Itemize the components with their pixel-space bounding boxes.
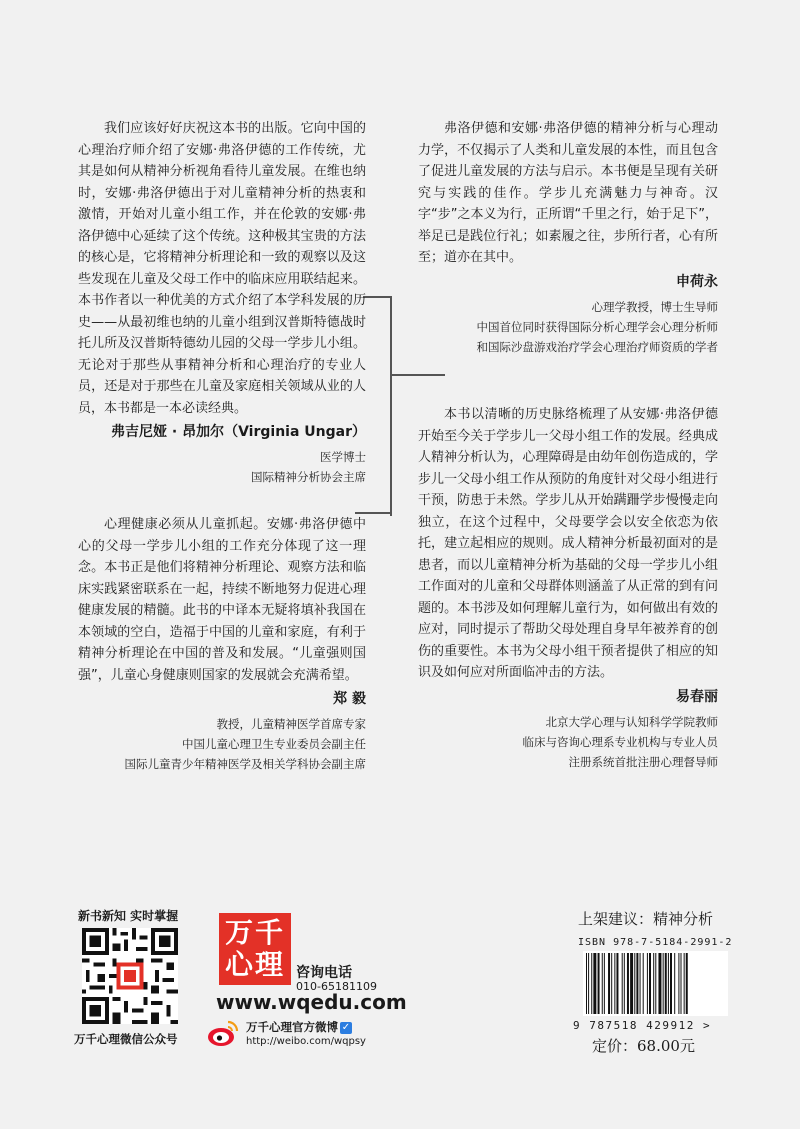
wanqian-logo — [219, 913, 291, 985]
weibo-name — [246, 1019, 352, 1035]
verified-icon: ✓ — [341, 1021, 351, 1033]
credential-line: 国际精神分析协会主席 — [251, 470, 366, 484]
credential-line: 北京大学心理与认知科学学院教师 — [545, 714, 718, 729]
endorsement-text: 我们应该好好庆祝这本书的出版。它向中国的心理治疗师介绍了安娜·弗洛伊德的工作传统，尤其是如何从精神分析视角看待儿童发展。在维也纳时，安娜·弗洛伊德出于对儿童精神分析的热衷和激情，开始对儿童小组工作，并在伦敦的安娜·弗洛伊德中心延续了这个传统。这种极其宝贵的方法的核心是，它将精神分析理论和一致的观察以及这些发现在儿童及父母工作中的临床应用联结起来。本书作者以一种优美的方式介绍了本学科发展的历史——从最初维也纳的儿童小组到汉普斯特德战时托儿所及汉普斯特德幼儿园的父母一学步儿小组。无论对于那些从事精神分析和心理治疗的专业人员，还是对于那些在儿童及家庭相关领域从业的人员，本书都是一本必读经典。 — [78, 121, 366, 416]
logo-text-line2: 心理 — [224, 948, 285, 981]
connector-horizontal-line-upper — [363, 296, 392, 298]
endorsement-author: 易春丽 — [676, 688, 718, 705]
connector-horizontal-line — [390, 374, 445, 376]
credential-line: 医学博士 — [320, 450, 366, 464]
connector-vertical-line — [390, 296, 392, 516]
isbn-barcode — [583, 951, 728, 1016]
logo-text-line1: 万千 — [224, 916, 285, 949]
credential-line: 国际儿童青少年精神医学及相关学科协会副主席 — [124, 757, 366, 771]
qr-title: 新书新知 实时掌握 — [78, 909, 179, 923]
price: 定价：68.00元 — [592, 1037, 695, 1055]
weibo-name-text: 万千心理官方微博 — [246, 1020, 338, 1034]
credential-line: 心理学教授，博士生导师 — [591, 299, 718, 314]
credential-line: 和国际沙盘游戏治疗学会心理治疗师资质的学者 — [476, 339, 718, 354]
qr-caption: 万千心理微信公众号 — [74, 1032, 178, 1046]
credential-line: 注册系统首批注册心理督导师 — [568, 754, 718, 769]
weibo-link[interactable]: http://weibo.com/wqpsy — [246, 1036, 366, 1047]
endorsement-text: 本书以清晰的历史脉络梳理了从安娜·弗洛伊德开始至今关于学步儿一父母小组工作的发展。经典成人精神分析认为，心理障碍是由幼年创伤造成的，学步儿一父母小组工作从预防的角度针对父母小组进行干预，防患于未然。学步儿从开始蹒跚学步慢慢走向独立，在这个过程中，父母要学会以安全依恋为依托，建立起相应的规则。成人精神分析最初面对的是患者，而以儿童精神分析为基础的父母一学步儿小组工作面对的儿童和父母群体则涵盖了从正常的到有问题的。本书涉及如何理解儿童行为，如何做出有效的应对，同时提示了帮助父母处理自身早年被养育的创伤的重要性。本书为父母小组干预者提供了相应的知识及如何应对所面临冲击的方法。 — [418, 407, 718, 680]
wechat-qr-code[interactable] — [82, 928, 178, 1024]
phone-number: 010-65181109 — [296, 980, 377, 993]
endorsement-credentials — [78, 714, 366, 774]
endorsement-shen — [418, 118, 718, 357]
credential-line: 临床与咨询心理系专业机构与专业人员 — [522, 734, 718, 749]
credential-line: 教授，儿童精神医学首席专家 — [216, 717, 366, 731]
isbn-text: ISBN 978-7-5184-2991-2 — [578, 937, 733, 948]
credential-line: 中国首位同时获得国际分析心理学会心理分析师 — [476, 319, 718, 334]
endorsement-credentials — [418, 712, 718, 772]
credential-line: 中国儿童心理卫生专业委员会副主任 — [182, 737, 366, 751]
shelf-category: 上架建议：精神分析 — [578, 910, 714, 928]
endorsement-yi — [418, 404, 718, 772]
endorsement-zheng — [78, 514, 366, 774]
endorsement-ungar — [78, 118, 366, 487]
weibo-icon — [206, 1018, 240, 1048]
endorsement-author: 申荷永 — [676, 273, 718, 290]
endorsement-text: 心理健康必须从儿童抓起。安娜·弗洛伊德中心的父母一学步儿小组的工作充分体现了这一理念。本书正是他们将精神分析理论、观察方法和临床实践紧密联系在一起，持续不断地努力促进心理健康发展的精髓。此书的中译本无疑将填补我国在本领域的空白，造福于中国的儿童和家庭，有利于精神分析理论在中国的普及和发展。“儿童强则国强”，儿童心身健康则国家的发展就会充满希望。 — [78, 517, 366, 683]
endorsement-author: 郑 毅 — [333, 691, 366, 707]
phone-label: 咨询电话 — [296, 965, 352, 981]
endorsement-credentials — [418, 297, 718, 357]
website-link[interactable]: www.wqedu.com — [216, 990, 407, 1014]
endorsement-text: 弗洛伊德和安娜·弗洛伊德的精神分析与心理动力学，不仅揭示了人类和儿童发展的本性，而且包含了促进儿童发展的方法与启示。本书便是呈现有关研究与实践的佳作。学步儿充满魅力与神奇。汉字“步”之本义为行，正所谓“千里之行，始于足下”，举足已是践位行礼；如素履之往，步所行者，心有所至；道亦在其中。 — [418, 121, 718, 265]
barcode-digits: 9 787518 429912 > — [573, 1019, 712, 1032]
endorsement-credentials — [78, 447, 366, 487]
endorsement-author: 弗吉尼娅 · 昂加尔（Virginia Ungar） — [111, 424, 366, 440]
